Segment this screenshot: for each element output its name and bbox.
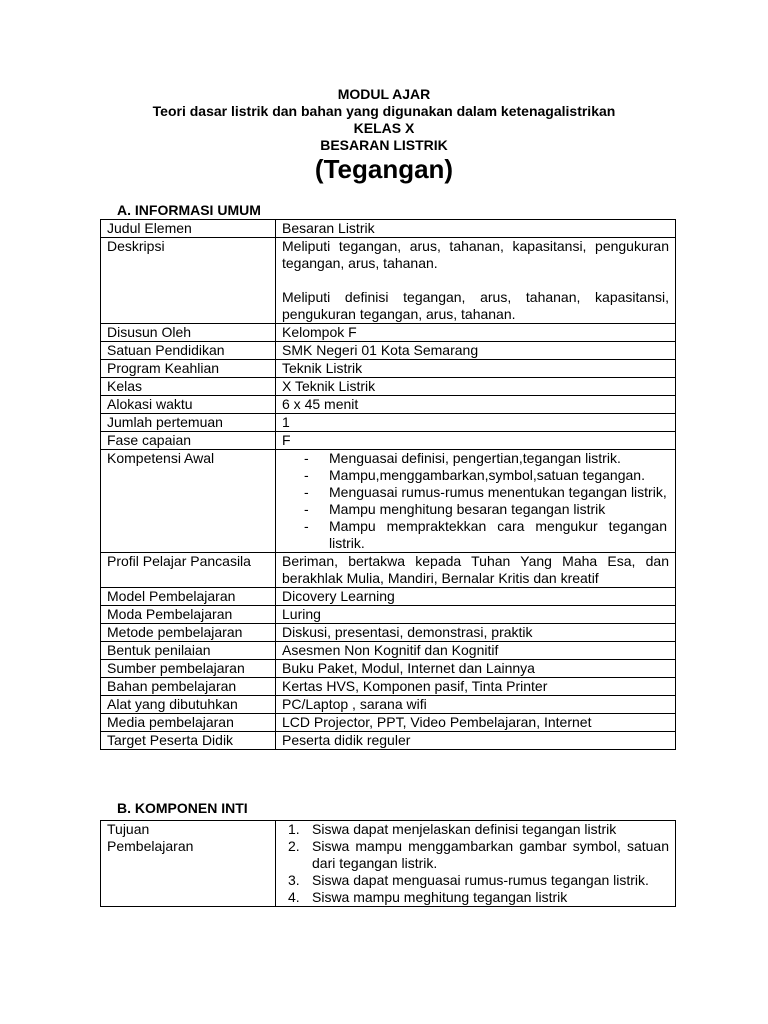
topic-label: BESARAN LISTRIK bbox=[320, 137, 448, 153]
core-components-table bbox=[100, 820, 676, 907]
row-label: Target Peserta Didik bbox=[101, 732, 276, 750]
row-label: Judul Elemen bbox=[101, 220, 276, 238]
row-value: X Teknik Listrik bbox=[276, 378, 676, 396]
table-row bbox=[101, 396, 676, 414]
table-row bbox=[101, 324, 676, 342]
row-label: Program Keahlian bbox=[101, 360, 276, 378]
table-row bbox=[101, 821, 676, 907]
row-value bbox=[276, 821, 676, 907]
table-row bbox=[101, 732, 676, 750]
row-label: Disusun Oleh bbox=[101, 324, 276, 342]
row-value bbox=[276, 450, 676, 553]
row-label: Moda Pembelajaran bbox=[101, 606, 276, 624]
list-item: - Mampu mempraktekkan cara mengukur tegangan listrik. bbox=[282, 518, 669, 552]
table-row bbox=[101, 714, 676, 732]
module-subtitle: Teori dasar listrik dan bahan yang digunakan dalam ketenagalistrikan bbox=[152, 103, 616, 119]
table-row bbox=[101, 220, 676, 238]
row-label: Metode pembelajaran bbox=[101, 624, 276, 642]
table-row bbox=[101, 450, 676, 553]
row-value: PC/Laptop , sarana wifi bbox=[276, 696, 676, 714]
row-label: Media pembelajaran bbox=[101, 714, 276, 732]
list-item: 1. Siswa dapat menjelaskan definisi tegangan listrik bbox=[288, 821, 617, 837]
row-label: Kompetensi Awal bbox=[101, 450, 276, 553]
section-a-title: A. INFORMASI UMUM bbox=[117, 202, 261, 218]
table-row bbox=[101, 342, 676, 360]
table-row bbox=[101, 588, 676, 606]
description-paragraph-1: Meliputi tegangan, arus, tahanan, kapasitansi, pengukuran tegangan, arus, tahanan. bbox=[282, 238, 669, 271]
row-value: Peserta didik reguler bbox=[276, 732, 676, 750]
row-value: Luring bbox=[276, 606, 676, 624]
list-item: - Menguasai rumus-rumus menentukan tegangan listrik, bbox=[282, 484, 669, 501]
list-item: - Menguasai definisi, pengertian,tegangan listrik. bbox=[282, 450, 669, 467]
module-title: MODUL AJAR bbox=[337, 86, 431, 102]
row-label: Alat yang dibutuhkan bbox=[101, 696, 276, 714]
competency-list bbox=[282, 450, 669, 552]
row-label: Fase capaian bbox=[101, 432, 276, 450]
table-row bbox=[101, 696, 676, 714]
table-row bbox=[101, 624, 676, 642]
row-value: Dicovery Learning bbox=[276, 588, 676, 606]
row-label: Alokasi waktu bbox=[101, 396, 276, 414]
row-label: Kelas bbox=[101, 378, 276, 396]
class-label: KELAS X bbox=[353, 120, 415, 136]
row-value: Diskusi, presentasi, demonstrasi, praktik bbox=[276, 624, 676, 642]
table-row bbox=[101, 642, 676, 660]
row-value: Teknik Listrik bbox=[276, 360, 676, 378]
section-b-title: B. KOMPONEN INTI bbox=[117, 800, 248, 816]
row-value: 1 bbox=[276, 414, 676, 432]
row-label: Satuan Pendidikan bbox=[101, 342, 276, 360]
table-row bbox=[101, 678, 676, 696]
table-row bbox=[101, 606, 676, 624]
table-row bbox=[101, 238, 676, 324]
table-row bbox=[101, 553, 676, 588]
row-value: LCD Projector, PPT, Video Pembelajaran, Internet bbox=[276, 714, 676, 732]
document-header bbox=[0, 86, 768, 184]
row-value: Buku Paket, Modul, Internet dan Lainnya bbox=[276, 660, 676, 678]
row-label: Jumlah pertemuan bbox=[101, 414, 276, 432]
table-row bbox=[101, 414, 676, 432]
row-value bbox=[276, 238, 676, 324]
row-value: Besaran Listrik bbox=[276, 220, 676, 238]
general-info-table bbox=[100, 219, 676, 750]
table-row bbox=[101, 660, 676, 678]
topic-heading: (Tegangan) bbox=[314, 154, 454, 184]
objectives-list bbox=[282, 821, 669, 906]
row-label: Model Pembelajaran bbox=[101, 588, 276, 606]
list-item: 2. Siswa mampu menggambarkan gambar symbol, satuan dari tegangan listrik. bbox=[288, 838, 669, 871]
row-label bbox=[101, 821, 276, 907]
row-label-line: Tujuan bbox=[107, 821, 150, 837]
table-row bbox=[101, 378, 676, 396]
description-paragraph-2: Meliputi definisi tegangan, arus, tahanan, kapasitansi, pengukuran tegangan, arus, tahanan. bbox=[282, 289, 669, 322]
row-value: 6 x 45 menit bbox=[276, 396, 676, 414]
row-label: Deskripsi bbox=[101, 238, 276, 324]
table-row bbox=[101, 360, 676, 378]
row-value: SMK Negeri 01 Kota Semarang bbox=[276, 342, 676, 360]
table-row bbox=[101, 432, 676, 450]
row-label: Bentuk penilaian bbox=[101, 642, 276, 660]
row-label: Sumber pembelajaran bbox=[101, 660, 276, 678]
row-value: F bbox=[276, 432, 676, 450]
row-label-line: Pembelajaran bbox=[107, 838, 194, 854]
row-value: Beriman, bertakwa kepada Tuhan Yang Maha Esa, dan berakhlak Mulia, Mandiri, Bernalar Kritis dan kreatif bbox=[276, 553, 676, 588]
row-value: Kertas HVS, Komponen pasif, Tinta Printer bbox=[276, 678, 676, 696]
list-item: - Mampu menghitung besaran tegangan listrik bbox=[282, 501, 669, 518]
row-value: Asesmen Non Kognitif dan Kognitif bbox=[276, 642, 676, 660]
row-label: Profil Pelajar Pancasila bbox=[101, 553, 276, 588]
list-item: 3. Siswa dapat menguasai rumus-rumus tegangan listrik. bbox=[288, 872, 649, 888]
list-item: 4. Siswa mampu meghitung tegangan listrik bbox=[288, 889, 568, 905]
list-item: - Mampu,menggambarkan,symbol,satuan tegangan. bbox=[282, 467, 669, 484]
row-label: Bahan pembelajaran bbox=[101, 678, 276, 696]
row-value: Kelompok F bbox=[276, 324, 676, 342]
